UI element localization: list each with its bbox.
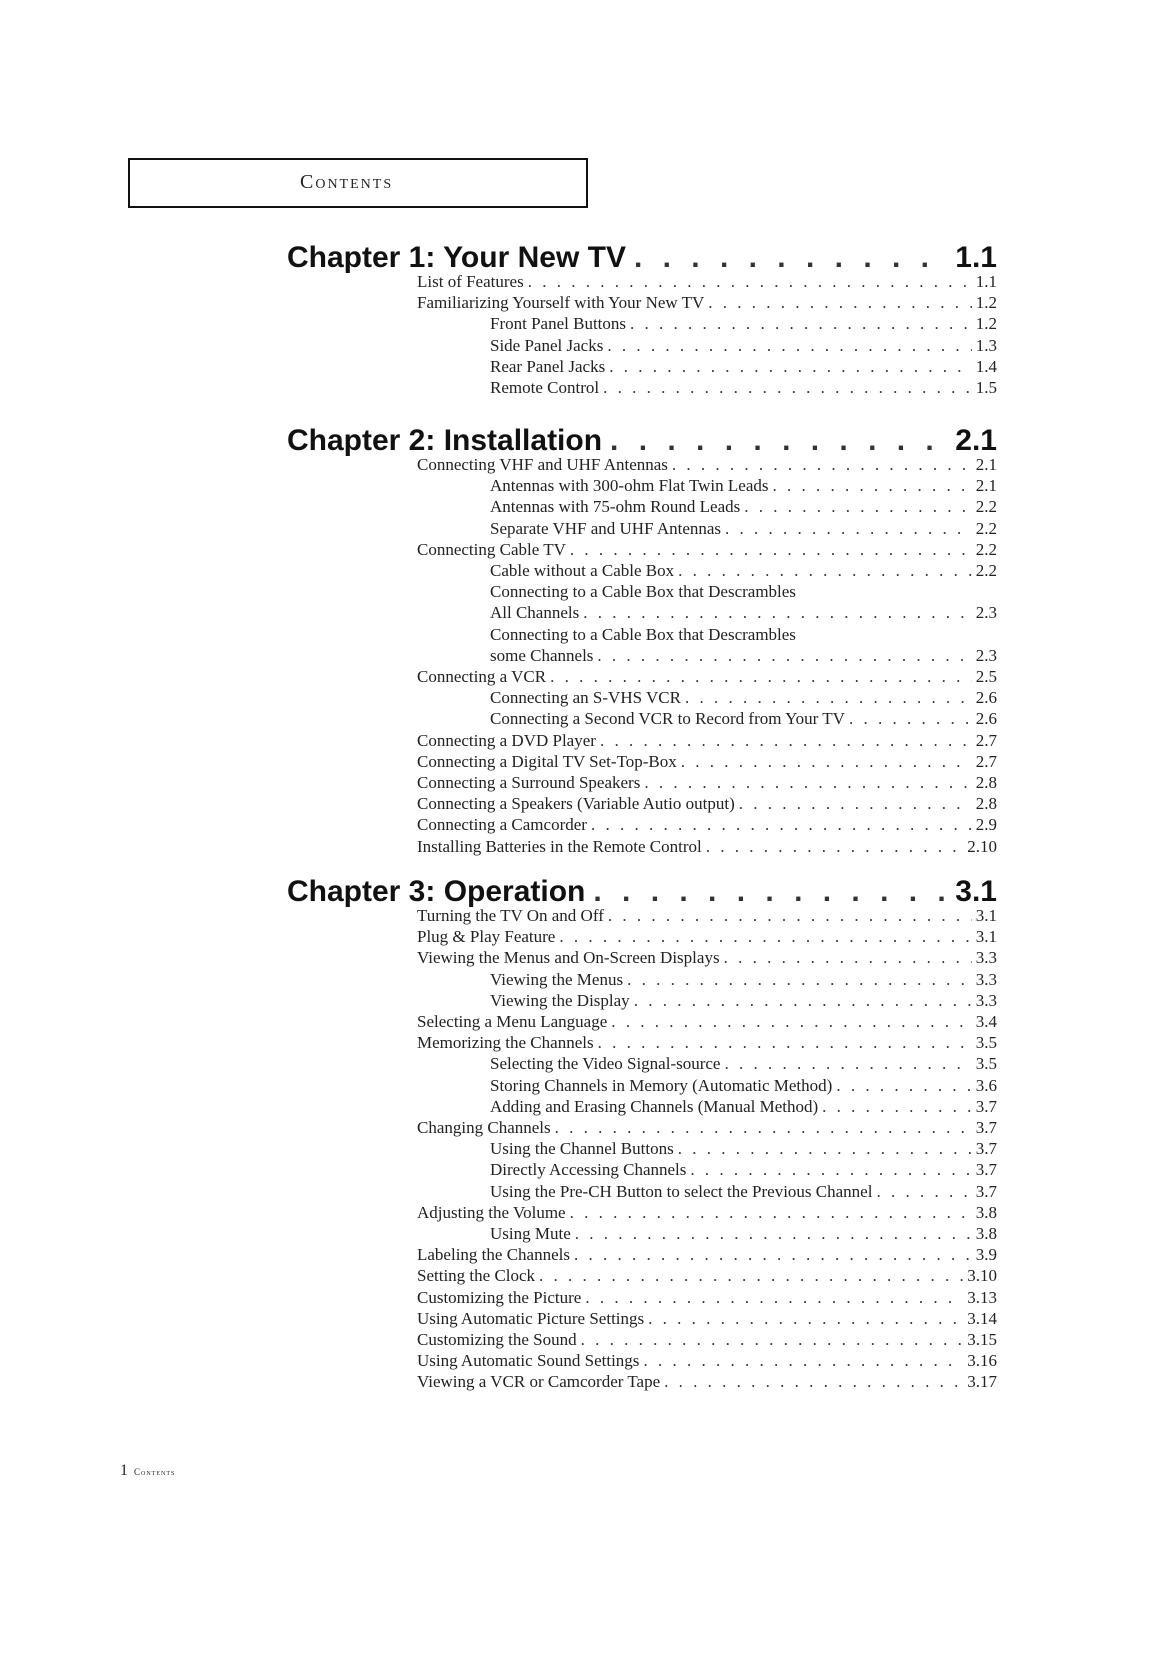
- toc-entry-page: 3.10: [967, 1266, 997, 1286]
- dot-leader: [744, 496, 972, 518]
- dot-leader: [630, 313, 972, 335]
- toc-entry[interactable]: [417, 292, 997, 314]
- toc-entry[interactable]: [490, 1159, 997, 1181]
- toc-entry-page: 2.9: [975, 815, 997, 835]
- toc-entry[interactable]: [490, 708, 997, 730]
- dot-leader: [607, 335, 971, 357]
- dot-leader: [708, 292, 971, 314]
- dot-leader: [600, 730, 972, 752]
- toc-entry-label: Connecting a Surround Speakers: [417, 773, 641, 792]
- toc-entry-page: 3.3: [975, 948, 997, 968]
- toc-entry-label: Front Panel Buttons: [490, 314, 627, 334]
- toc-entry-page: 3.17: [967, 1372, 997, 1392]
- toc-entry[interactable]: [417, 926, 997, 948]
- toc-entry-label: Turning the TV On and Off: [417, 906, 604, 925]
- toc-entry-label: Connecting a Digital TV Set-Top-Box: [417, 751, 677, 771]
- toc-entry-label: Changing Channels: [417, 1118, 551, 1137]
- toc-entry[interactable]: [417, 947, 997, 969]
- toc-entry[interactable]: [417, 1265, 997, 1287]
- toc-entry[interactable]: [490, 377, 997, 399]
- dot-leader: [555, 1117, 972, 1139]
- toc-entry-label: Connecting an S-VHS VCR: [490, 688, 681, 708]
- toc-entry-label: Selecting a Menu Language: [417, 1012, 608, 1031]
- dot-leader: [570, 539, 972, 561]
- toc-entry[interactable]: [490, 645, 997, 667]
- dot-leader: [574, 1244, 972, 1266]
- toc-entry-label: Installing Batteries in the Remote Control: [417, 836, 702, 856]
- toc-entry[interactable]: [417, 666, 997, 688]
- toc-entry[interactable]: [490, 1096, 997, 1118]
- toc-entry-label: Antennas with 300-ohm Flat Twin Leads: [490, 476, 769, 496]
- toc-entry[interactable]: [417, 539, 997, 561]
- toc-entry-label: Plug & Play Feature: [417, 927, 556, 947]
- toc-entry[interactable]: [490, 990, 997, 1012]
- toc-entry[interactable]: [490, 518, 997, 540]
- toc-entry[interactable]: [417, 1117, 997, 1139]
- toc-entry-page: 3.7: [975, 1160, 997, 1180]
- toc-entry-page: 1.3: [975, 335, 997, 355]
- dot-leader: [648, 1308, 963, 1330]
- toc-entry[interactable]: [417, 814, 997, 836]
- toc-entry-page: 1.1: [975, 272, 997, 291]
- dot-leader: [585, 1287, 963, 1309]
- dot-leader: [822, 1096, 972, 1118]
- toc-entry-page: 2.7: [975, 751, 997, 771]
- toc-entry[interactable]: [490, 581, 997, 603]
- toc-entry[interactable]: [417, 772, 997, 794]
- toc-entry[interactable]: [417, 751, 997, 773]
- dot-leader: [583, 602, 972, 624]
- toc-entry-page: 3.1: [975, 927, 997, 947]
- dot-leader: [550, 666, 972, 688]
- toc-entry-label: Using the Channel Buttons: [490, 1139, 674, 1159]
- toc-entry-page: 1.2: [975, 314, 997, 334]
- toc-entry[interactable]: [417, 1329, 997, 1351]
- dot-leader: [836, 1075, 971, 1097]
- toc-entry-page: 3.7: [975, 1181, 997, 1201]
- dot-leader: [664, 1371, 963, 1393]
- dot-leader: [627, 969, 972, 991]
- toc-entry[interactable]: [490, 602, 997, 624]
- dot-leader: [690, 1159, 971, 1181]
- toc-entry-page: 3.4: [975, 1012, 997, 1031]
- toc-entry-label: Setting the Clock: [417, 1266, 536, 1286]
- toc-entry-page: 3.6: [975, 1075, 997, 1095]
- toc-entry[interactable]: [417, 1287, 997, 1309]
- toc-entry[interactable]: [490, 1138, 997, 1160]
- toc-entry[interactable]: [417, 1244, 997, 1266]
- toc-entry-page: 3.8: [975, 1202, 997, 1222]
- dot-leader: [591, 814, 972, 836]
- dot-leader: [672, 454, 972, 476]
- toc-entry-label: List of Features: [417, 272, 524, 291]
- toc-entry-page: 3.7: [975, 1096, 997, 1116]
- toc-entry-label: Customizing the Picture: [417, 1287, 582, 1307]
- toc-entry-page: 2.7: [975, 730, 997, 750]
- toc-entry-page: 2.6: [975, 709, 997, 729]
- dot-leader: [559, 926, 971, 948]
- toc-entry-label: Using Automatic Picture Settings: [417, 1308, 645, 1328]
- dot-leader: [575, 1223, 972, 1245]
- toc-entry[interactable]: [490, 1181, 997, 1203]
- toc-entry-page: 1.5: [975, 378, 997, 397]
- dot-leader: [603, 377, 972, 399]
- toc-entry-label: Connecting a DVD Player: [417, 730, 596, 750]
- dot-leader: [611, 1011, 972, 1033]
- chapter-title: Chapter 2: Installation: [287, 424, 603, 457]
- dot-leader: [581, 1329, 964, 1351]
- toc-entry-label: Customizing the Sound: [417, 1330, 577, 1349]
- toc-entry-page: 3.5: [975, 1054, 997, 1074]
- dot-leader: [678, 1138, 972, 1160]
- dot-leader: [849, 708, 972, 730]
- chapter-page: 1.1: [955, 241, 997, 274]
- toc-entry-label: Using Mute: [490, 1224, 571, 1243]
- toc-entry-label: Connecting to a Cable Box that Descrambles: [490, 582, 796, 602]
- dot-leader: [773, 475, 972, 497]
- toc-entry[interactable]: [490, 560, 997, 582]
- dot-leader: [724, 947, 972, 969]
- toc-entry-label: Separate VHF and UHF Antennas: [490, 518, 722, 538]
- toc-entry-page: 2.3: [975, 603, 997, 623]
- toc-entry[interactable]: [417, 730, 997, 752]
- toc-entry-label: All Channels: [490, 603, 580, 623]
- chapter-page: 2.1: [955, 424, 997, 457]
- toc-entry-page: 3.15: [967, 1330, 997, 1349]
- dot-leader: [570, 1202, 972, 1224]
- toc-entry[interactable]: [490, 624, 997, 646]
- toc-entry-page: 2.8: [975, 773, 997, 792]
- dot-leader: [724, 1053, 971, 1075]
- toc-entry[interactable]: [417, 1371, 997, 1393]
- toc-entry-label: Adding and Erasing Channels (Manual Method): [490, 1096, 819, 1116]
- toc-entry[interactable]: [490, 335, 997, 357]
- toc-entry[interactable]: [417, 454, 997, 476]
- footer-section-label: Contents: [134, 1467, 176, 1477]
- toc-entry[interactable]: [417, 1202, 997, 1224]
- toc-entry-page: 2.2: [975, 518, 997, 538]
- toc-entry-label: some Channels: [490, 645, 594, 665]
- toc-entry[interactable]: [417, 1350, 997, 1372]
- toc-entry-label: Connecting to a Cable Box that Descrambles: [490, 624, 796, 644]
- contents-header-box: [128, 158, 588, 208]
- toc-entry[interactable]: [417, 1011, 997, 1033]
- toc-entry-page: 3.3: [975, 969, 997, 989]
- dot-leader: [528, 271, 972, 293]
- toc-entry-label: Viewing the Display: [490, 990, 630, 1010]
- toc-entry-label: Connecting Cable TV: [417, 539, 566, 559]
- toc-entry-label: Remote Control: [490, 378, 600, 397]
- dot-leader: [681, 751, 972, 773]
- toc-entry-page: 2.5: [975, 667, 997, 686]
- toc-entry-label: Labeling the Channels: [417, 1245, 570, 1265]
- toc-entry-page: 2.3: [975, 645, 997, 665]
- dot-leader: [739, 793, 972, 815]
- toc-entry-page: 2.6: [975, 688, 997, 708]
- toc-entry[interactable]: [417, 836, 997, 858]
- dot-leader: [725, 518, 972, 540]
- toc-entry-label: Storing Channels in Memory (Automatic Method): [490, 1075, 833, 1095]
- toc-entry-label: Rear Panel Jacks: [490, 356, 606, 376]
- toc-entry-label: Viewing the Menus and On-Screen Displays: [417, 948, 720, 968]
- toc-entry[interactable]: [490, 313, 997, 335]
- dot-leader: [643, 1350, 963, 1372]
- toc-entry[interactable]: [490, 1053, 997, 1075]
- toc-entry-label: Viewing a VCR or Camcorder Tape: [417, 1372, 661, 1392]
- toc-entry-page: 3.3: [975, 990, 997, 1010]
- toc-entry-page: 3.9: [975, 1245, 997, 1265]
- toc-entry-label: Connecting a Second VCR to Record from Your TV: [490, 709, 845, 729]
- chapter-page: 3.1: [955, 875, 997, 908]
- toc-entry[interactable]: [490, 1223, 997, 1245]
- toc-entry-page: 2.1: [975, 455, 997, 474]
- toc-entry-page: 2.1: [975, 476, 997, 496]
- toc-entry-label: Cable without a Cable Box: [490, 561, 675, 580]
- toc-entry-page: 3.5: [975, 1033, 997, 1053]
- toc-entry-label: Using Automatic Sound Settings: [417, 1351, 640, 1371]
- dot-leader: [634, 990, 972, 1012]
- dot-leader: [644, 772, 971, 794]
- toc-entry-label: Directly Accessing Channels: [490, 1160, 687, 1180]
- toc-entry[interactable]: [490, 496, 997, 518]
- toc-entry-page: 2.10: [967, 836, 997, 856]
- toc-entry[interactable]: [417, 1032, 997, 1054]
- toc-entry[interactable]: [490, 1075, 997, 1097]
- toc-entry-page: 3.7: [975, 1139, 997, 1159]
- toc-entry-label: Connecting VHF and UHF Antennas: [417, 455, 668, 474]
- toc-entry-label: Memorizing the Channels: [417, 1033, 594, 1053]
- toc-entry[interactable]: [490, 475, 997, 497]
- toc-entry-page: 3.14: [967, 1308, 997, 1328]
- dot-leader: [678, 560, 972, 582]
- toc-entry[interactable]: [417, 793, 997, 815]
- toc-entry-page: 1.2: [975, 293, 997, 313]
- toc-entry[interactable]: [417, 271, 997, 293]
- toc-entry-label: Using the Pre-CH Button to select the Previous Channel: [490, 1181, 873, 1201]
- toc-entry-label: Viewing the Menus: [490, 969, 624, 989]
- toc-entry-label: Connecting a Speakers (Variable Autio output): [417, 794, 735, 814]
- toc-entry-label: Side Panel Jacks: [490, 335, 604, 355]
- footer-page-number: 1: [120, 1462, 128, 1479]
- page-footer: [120, 1462, 175, 1480]
- toc-entry-label: Selecting the Video Signal-source: [490, 1054, 721, 1074]
- dot-leader: [598, 1032, 972, 1054]
- toc-entry-page: 3.8: [975, 1224, 997, 1243]
- toc-entry-label: Antennas with 75-ohm Round Leads: [490, 497, 741, 517]
- toc-entry-page: 2.8: [975, 794, 997, 814]
- dot-leader: [685, 687, 972, 709]
- toc-entry[interactable]: [417, 1308, 997, 1330]
- toc-entry-page: 2.2: [975, 561, 997, 580]
- toc-entry-label: Adjusting the Volume: [417, 1202, 566, 1222]
- toc-entry-page: 2.2: [975, 497, 997, 517]
- dot-leader: [706, 836, 964, 858]
- chapter-title: Chapter 1: Your New TV: [287, 241, 626, 274]
- toc-entry-label: Connecting a VCR: [417, 667, 547, 686]
- dot-leader: [608, 905, 972, 927]
- toc-entry-page: 3.1: [975, 906, 997, 925]
- toc-entry[interactable]: [490, 969, 997, 991]
- toc-entry-page: 1.4: [975, 356, 997, 376]
- dot-leader: [876, 1181, 971, 1203]
- toc-entry-page: 3.16: [967, 1351, 997, 1371]
- toc-entry[interactable]: [490, 356, 997, 378]
- toc-entry-label: Familiarizing Yourself with Your New TV: [417, 293, 705, 313]
- toc-entry[interactable]: [490, 687, 997, 709]
- chapter-title: Chapter 3: Operation: [287, 875, 586, 908]
- dot-leader: [609, 356, 972, 378]
- dot-leader: [597, 645, 971, 667]
- toc-entry-page: 2.2: [975, 539, 997, 559]
- dot-leader: [539, 1265, 963, 1287]
- toc-entry-label: Connecting a Camcorder: [417, 815, 587, 835]
- toc-entry-page: 3.7: [975, 1118, 997, 1137]
- contents-title: Contents: [300, 171, 394, 193]
- toc-entry[interactable]: [417, 905, 997, 927]
- toc-entry-page: 3.13: [967, 1287, 997, 1307]
